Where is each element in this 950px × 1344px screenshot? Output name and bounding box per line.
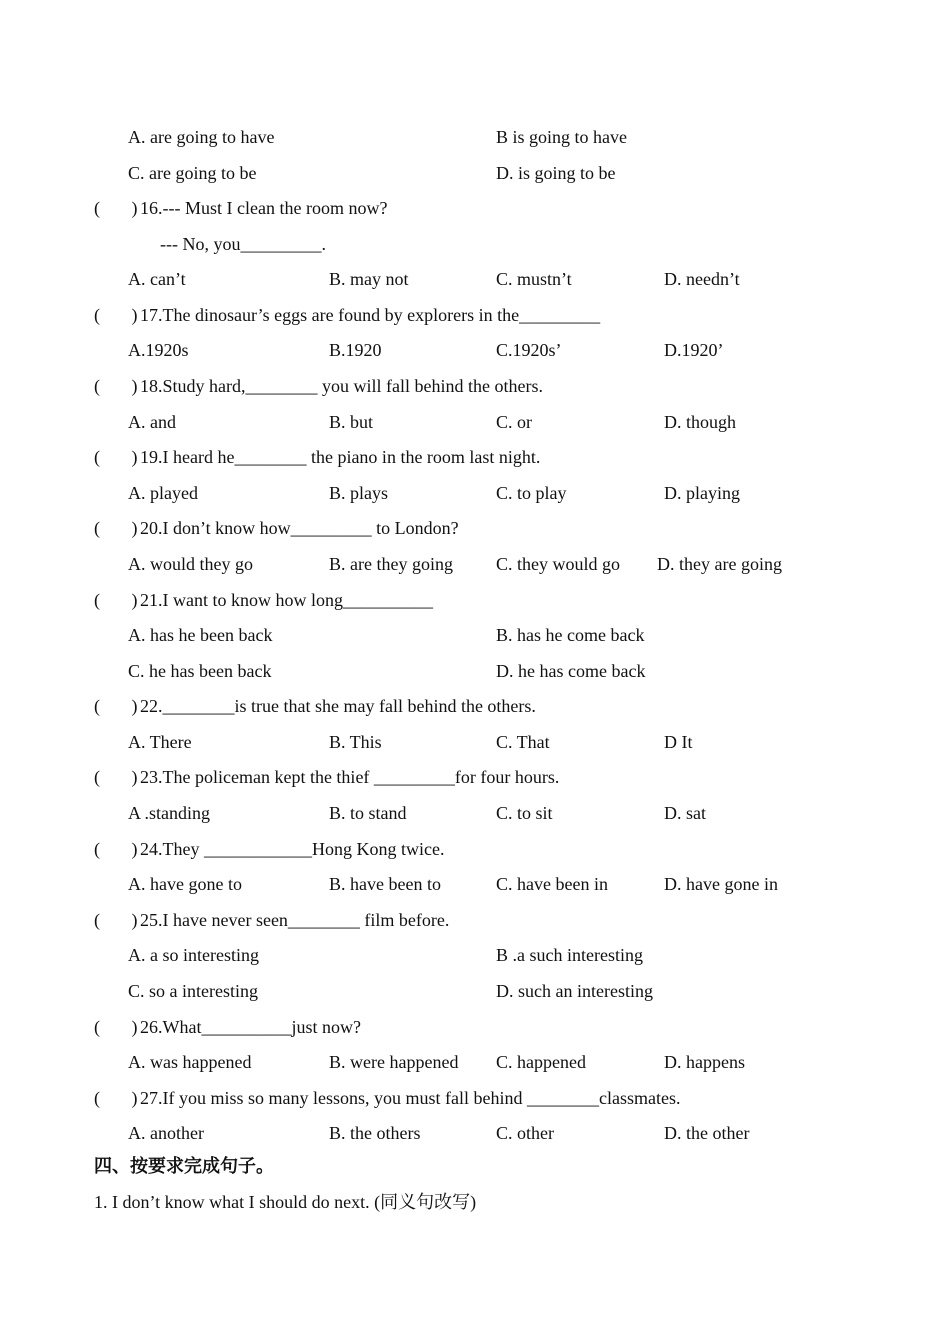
option-d: D. sat — [664, 803, 706, 823]
option-a: A.1920s — [128, 340, 189, 360]
answer-blank: ( ) — [94, 1088, 138, 1108]
option-d: D. he has come back — [496, 661, 646, 681]
answer-blank: ( ) — [94, 767, 138, 787]
question-20-stem: 20.I don’t know how_________ to London? — [140, 518, 459, 538]
question-27-stem: 27.If you miss so many lessons, you must fall behind ________classmates. — [140, 1088, 681, 1108]
option-b: B. to stand — [329, 803, 407, 823]
option-a: A .standing — [128, 803, 211, 823]
option-c: C. they would go — [496, 554, 620, 574]
question-26-stem: 26.What__________just now? — [140, 1017, 361, 1037]
option-c: C. have been in — [496, 874, 608, 894]
option-a: A. would they go — [128, 554, 253, 574]
question-21-stem: 21.I want to know how long__________ — [140, 590, 433, 610]
answer-blank: ( ) — [94, 376, 138, 396]
option-d: D It — [664, 732, 693, 752]
answer-blank: ( ) — [94, 518, 138, 538]
option-c: C. so a interesting — [128, 981, 258, 1001]
section-heading: 四、按要求完成句子。 — [94, 1156, 274, 1177]
option-b: B. but — [329, 412, 374, 432]
option-d: D. have gone in — [664, 874, 778, 894]
option-c: C. or — [496, 412, 532, 432]
option-a: A. have gone to — [128, 874, 242, 894]
answer-blank: ( ) — [94, 305, 138, 325]
option-d: D. happens — [664, 1052, 745, 1072]
option-a: A. a so interesting — [128, 945, 259, 965]
question-23-stem: 23.The policeman kept the thief _________for four hours. — [140, 767, 560, 787]
option-b: B. are they going — [329, 554, 453, 574]
option-a: A. another — [128, 1123, 204, 1143]
option-d: D. they are going — [657, 554, 782, 574]
rewrite-item-1: 1. I don’t know what I should do next. (同义句改写) — [94, 1192, 477, 1212]
option-d: D. playing — [664, 483, 740, 503]
answer-blank: ( ) — [94, 1017, 138, 1037]
option-c: C. he has been back — [128, 661, 272, 681]
option-d: D. is going to be — [496, 163, 616, 183]
option-a: A. has he been back — [128, 625, 273, 645]
option-d: D. though — [664, 412, 736, 432]
option-b: B. plays — [329, 483, 389, 503]
option-c: C. to play — [496, 483, 567, 503]
question-18-stem: 18.Study hard,________ you will fall behind the others. — [140, 376, 543, 396]
option-c: C. to sit — [496, 803, 553, 823]
option-c: C. happened — [496, 1052, 586, 1072]
question-22-stem: 22.________is true that she may fall behind the others. — [140, 696, 536, 716]
question-17-stem: 17.The dinosaur’s eggs are found by explorers in the_________ — [140, 305, 601, 325]
option-c: C. That — [496, 732, 550, 752]
option-a: A. was happened — [128, 1052, 252, 1072]
option-a: A. There — [128, 732, 192, 752]
option-d: D. needn’t — [664, 269, 740, 289]
option-c: C.1920s’ — [496, 340, 562, 360]
question-24-stem: 24.They ____________Hong Kong twice. — [140, 839, 445, 859]
answer-blank: ( ) — [94, 696, 138, 716]
option-b: B. may not — [329, 269, 409, 289]
answer-blank: ( ) — [94, 839, 138, 859]
question-16-stem: 16.--- Must I clean the room now? — [140, 198, 388, 218]
option-a: A. and — [128, 412, 176, 432]
option-d: D. the other — [664, 1123, 750, 1143]
option-b: B .a such interesting — [496, 945, 643, 965]
option-a: A. can’t — [128, 269, 186, 289]
option-b: B. This — [329, 732, 382, 752]
question-16-reply: --- No, you_________. — [160, 234, 326, 254]
answer-blank: ( ) — [94, 447, 138, 467]
option-b: B. has he come back — [496, 625, 645, 645]
option-a: A. played — [128, 483, 198, 503]
option-c: C. other — [496, 1123, 554, 1143]
option-b: B is going to have — [496, 127, 627, 147]
answer-blank: ( ) — [94, 590, 138, 610]
option-b: B. the others — [329, 1123, 421, 1143]
option-d: D. such an interesting — [496, 981, 653, 1001]
option-d: D.1920’ — [664, 340, 724, 360]
question-25-stem: 25.I have never seen________ film before. — [140, 910, 450, 930]
answer-blank: ( ) — [94, 198, 138, 218]
option-a: A. are going to have — [128, 127, 275, 147]
option-c: C. mustn’t — [496, 269, 572, 289]
answer-blank: ( ) — [94, 910, 138, 930]
option-b: B.1920 — [329, 340, 382, 360]
question-19-stem: 19.I heard he________ the piano in the room last night. — [140, 447, 541, 467]
option-b: B. have been to — [329, 874, 441, 894]
option-c: C. are going to be — [128, 163, 257, 183]
option-b: B. were happened — [329, 1052, 459, 1072]
